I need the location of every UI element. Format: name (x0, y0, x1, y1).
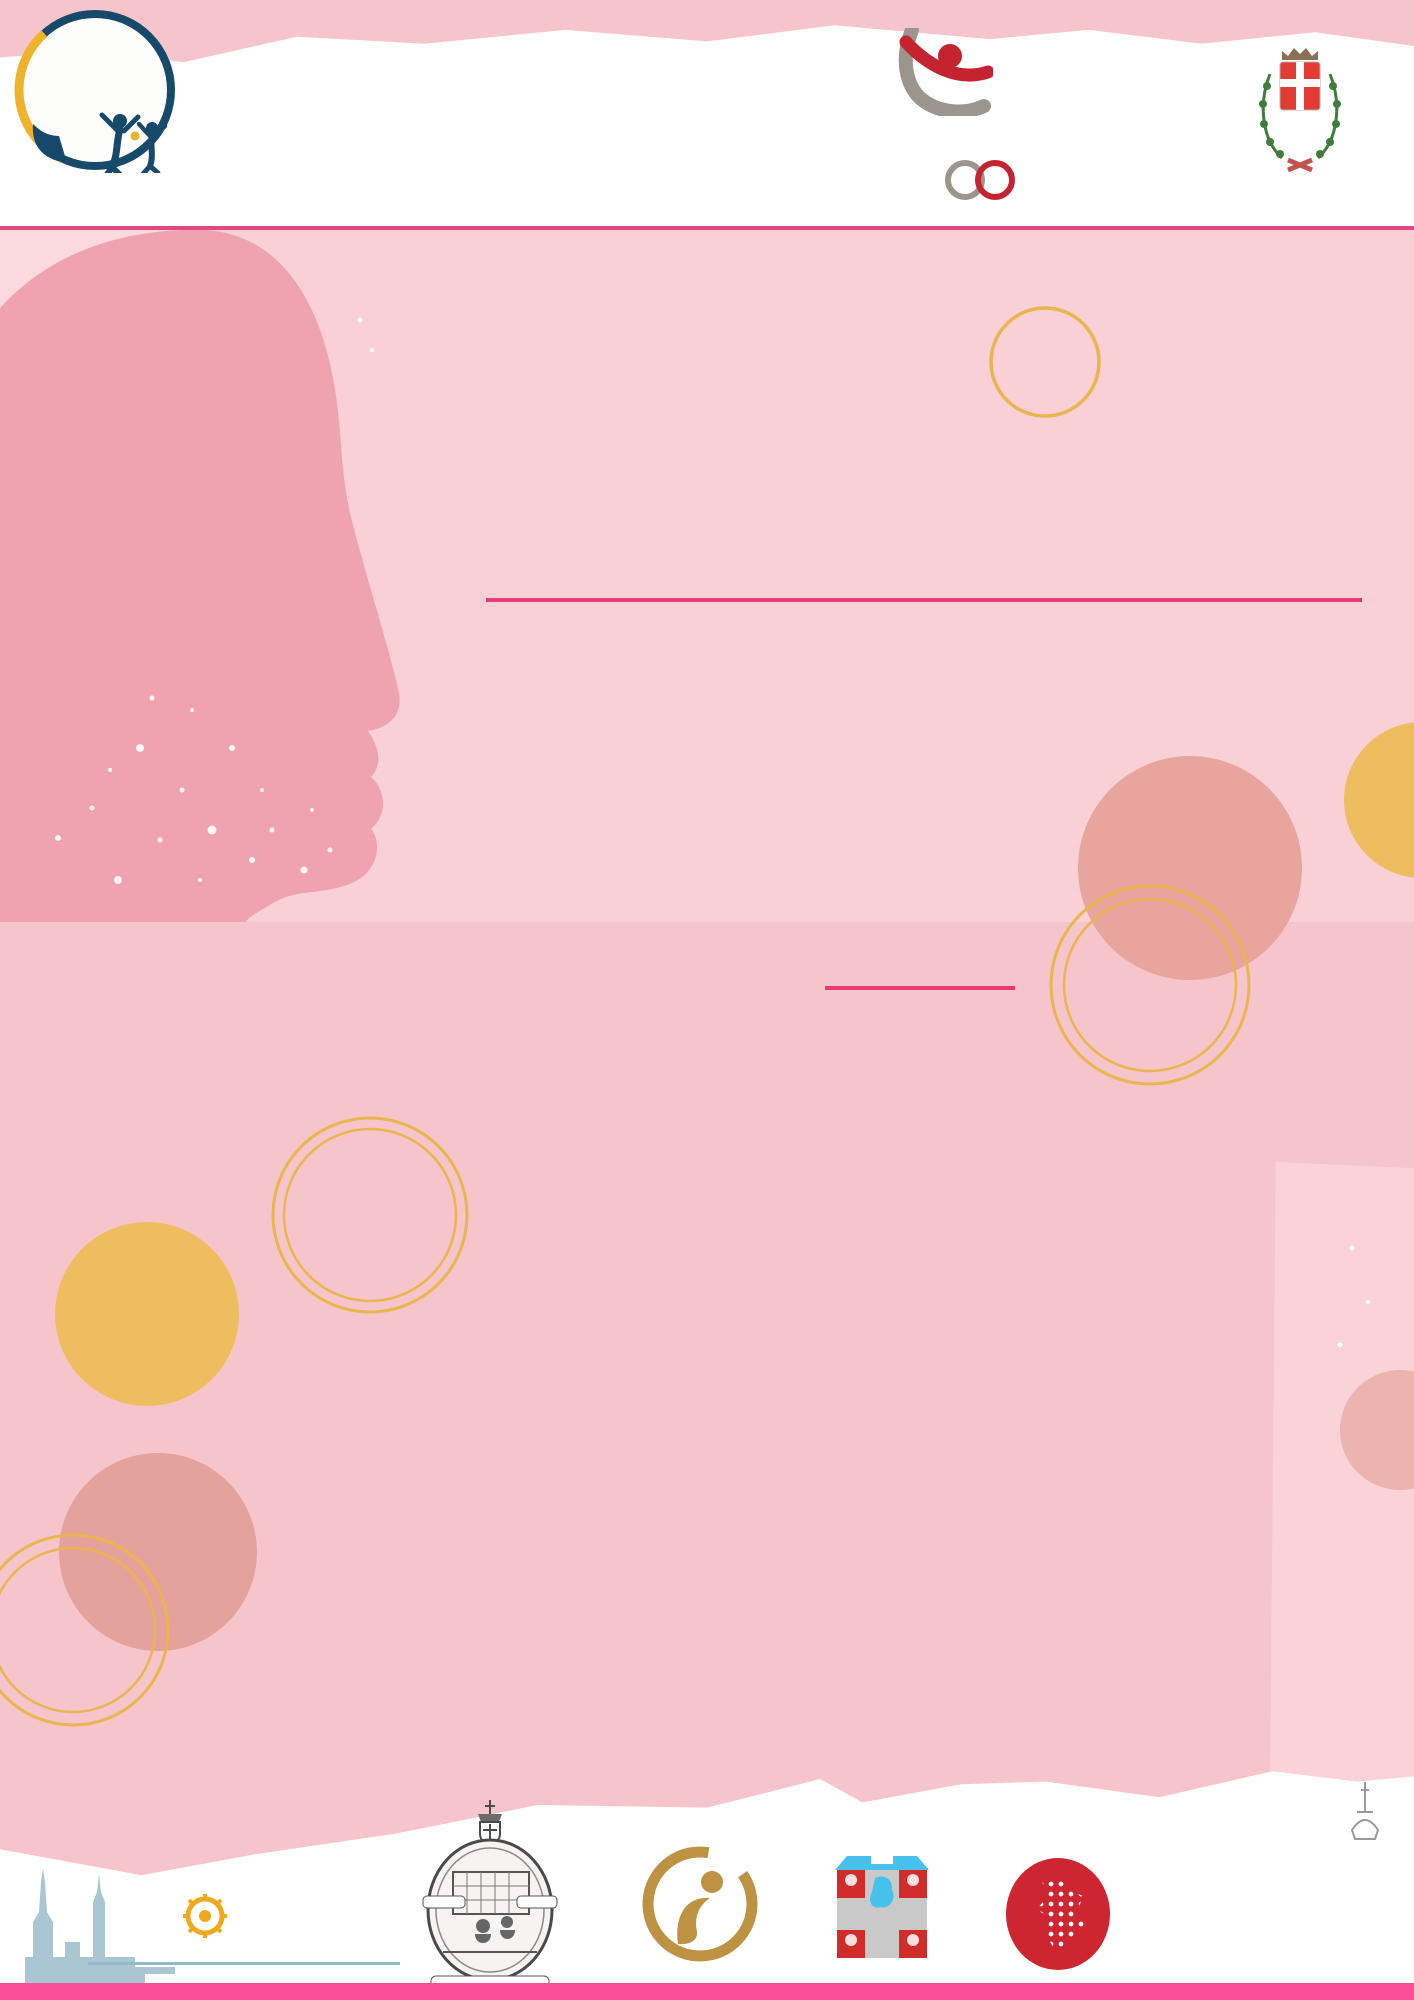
speakers-left-column (13, 1016, 573, 1040)
novara-crest-icon (1250, 44, 1350, 184)
header (0, 0, 1414, 230)
header-divider (0, 226, 1414, 230)
lilt-centenary-icon (915, 146, 1095, 222)
asl-logo-icon (823, 1852, 941, 1960)
protagonisti-insieme-logo (13, 8, 178, 173)
speakers-right-column (694, 1228, 1114, 1248)
upo-o-map-icon (1006, 1858, 1110, 1970)
ordine-medici-icon (640, 1844, 760, 1964)
event-date-row (488, 760, 514, 770)
hospital-crest-icon (405, 1800, 575, 1998)
title-underline (486, 598, 1362, 602)
moderator-block (730, 952, 1110, 990)
novara-skyline-icon (25, 1862, 175, 1988)
upo-logo (1002, 1858, 1110, 1970)
decor-right-strip (1270, 1162, 1414, 1788)
andi-logo (1342, 1782, 1414, 1992)
face-silhouette (0, 228, 470, 922)
bottom-accent-bar (0, 1983, 1414, 2000)
andi-mole-icon (1342, 1782, 1388, 1840)
rotary-underline (88, 1962, 400, 1965)
moderator-divider (825, 986, 1015, 990)
rotary-wheel-icon (181, 1892, 229, 1940)
lilt-logo-icon (898, 28, 993, 116)
